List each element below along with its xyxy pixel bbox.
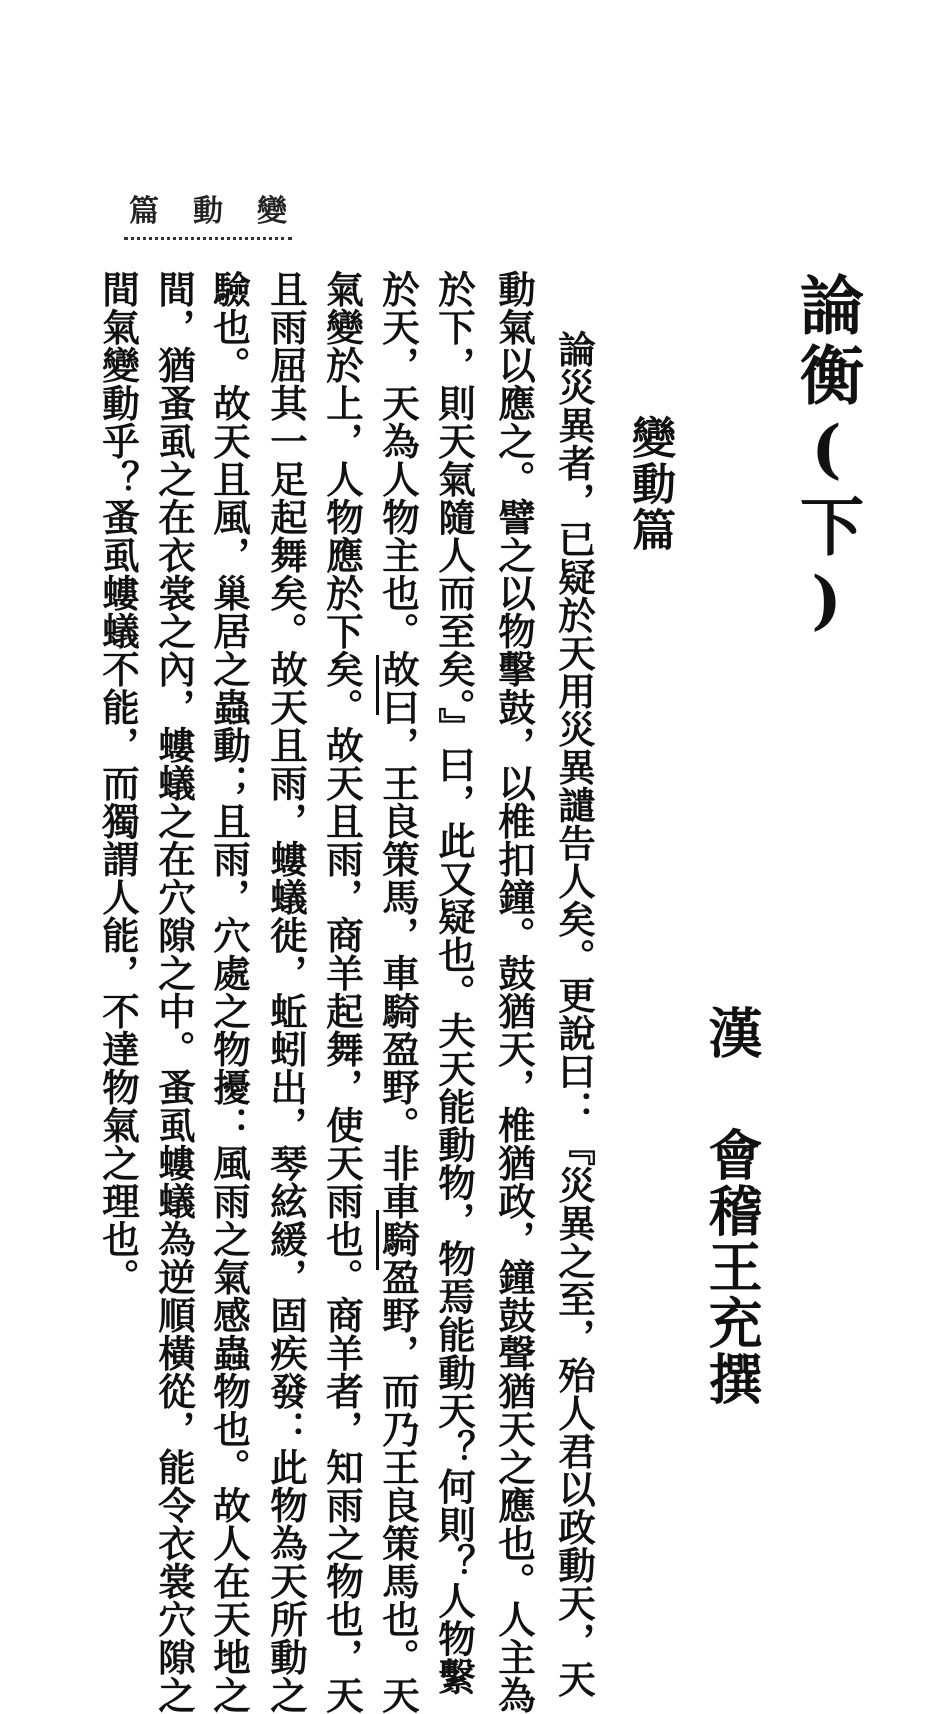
text-column-4: 於天，天為人物主也。故曰，王良策馬，車騎盈野。非車騎盈野，而乃王良策馬也。天 [376, 270, 420, 1714]
text-column-8: 間，猶蚤虱之在衣裳之內，螻蟻之在穴隙之中。蚤虱螻蟻為逆順橫從，能令衣裳穴隙之 [152, 270, 196, 1714]
running-head-char: 變 [257, 194, 287, 229]
text-column-6: 且雨屈其一足起舞矣。故天且雨，螻蟻徙，蚯蚓出，琴絃緩，固疾發：此物為天所動之 [264, 270, 308, 1714]
text-column-7: 驗也。故天且風，巢居之蟲動；且雨，穴處之物擾：風雨之氣感蟲物也。故人在天地之 [207, 270, 251, 1714]
text-column-9: 間氣變動乎？蚤虱螻蟻不能，而獨謂人能，不達物氣之理也。 [96, 270, 140, 1296]
text-column-2: 動氣以應之。譬之以物擊鼓，以椎扣鐘。鼓猶天，椎猶政，鐘鼓聲猶天之應也。人主為 [492, 270, 536, 1714]
text-column-3: 於下，則天氣隨人而至矣。』曰，此又疑也。夫天能動物，物焉能動天？何則？人物繫 [432, 270, 476, 1696]
author-line: 漢 會稽王充撰 [700, 1005, 764, 1407]
running-head-char: 動 [193, 194, 223, 229]
running-head-underline [124, 237, 292, 240]
chapter-title: 變動篇 [624, 415, 675, 553]
book-title: 論衡(下) [789, 272, 864, 644]
proper-noun-mark [376, 655, 379, 715]
running-head-char: 篇 [129, 194, 159, 229]
text-column-5: 氣變於上，人物應於下矣。故天且雨，商羊起舞，使天雨也。商羊者，知雨之物也，天 [320, 270, 364, 1714]
proper-noun-mark [376, 1210, 379, 1270]
running-head [124, 192, 292, 242]
text-column-1: 論災異者，已疑於天用災異譴告人矣。更說曰：『災異之至，殆人君以政動天，天 [552, 330, 596, 1698]
